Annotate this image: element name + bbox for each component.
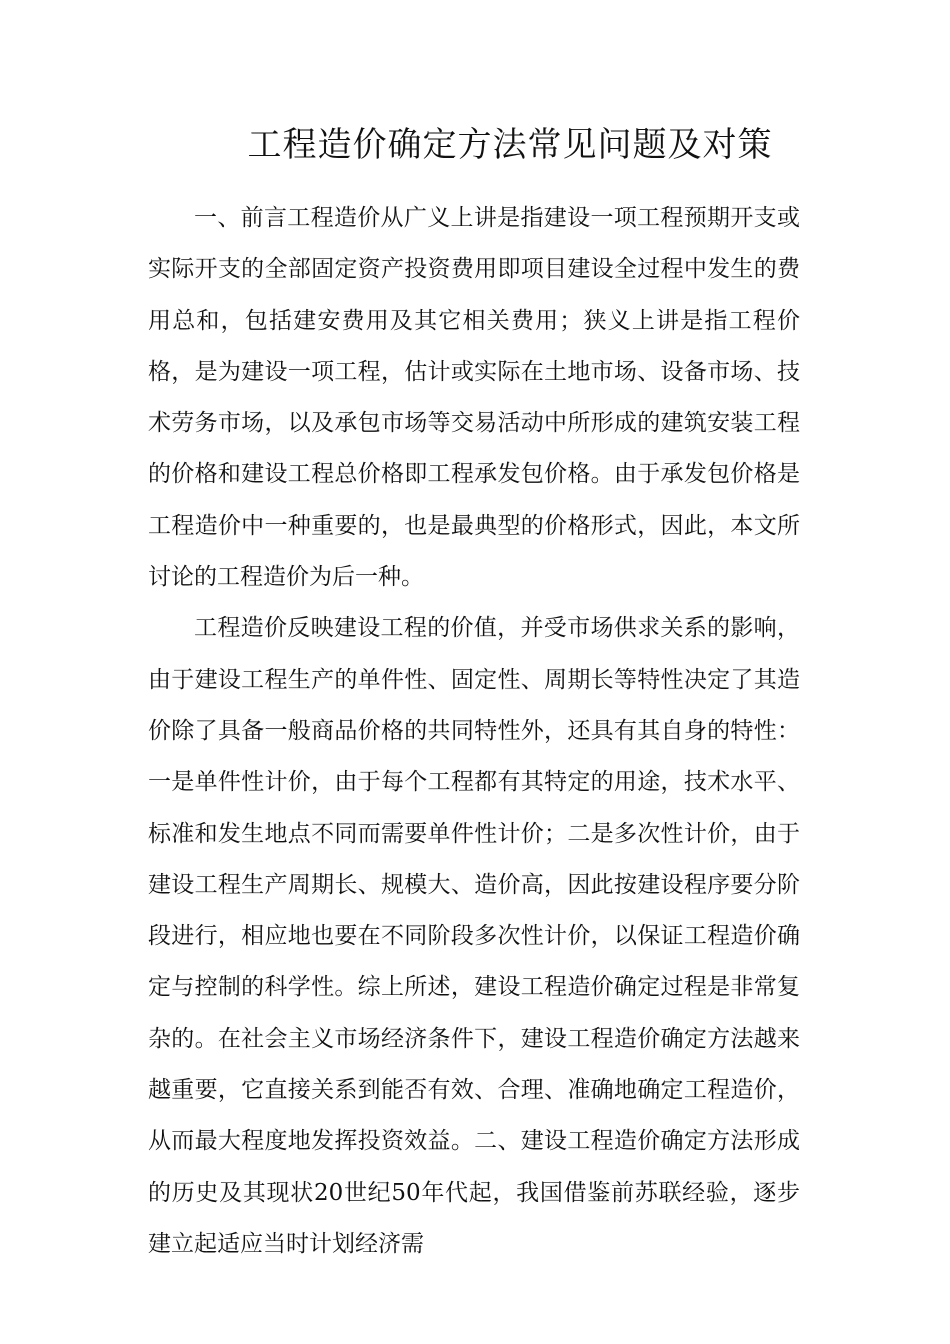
paragraph-2: 工程造价反映建设工程的价值，并受市场供求关系的影响，由于建设工程生产的单件性、固定性、周期长等特性决定了其造价除了具备一般商品价格的共同特性外，还具有其自身的特性：一是单件性计价，由于每个工程都有其特定的用途，技术水平、标准和发生地点不同而需要单件性计价；二是多次性计价，由于建设工程生产周期长、规模大、造价高，因此按建设程序要分阶段进行，相应地也要在不同阶段多次性计价，以保证工程造价确定与控制的科学性。综上所述，建设工程造价确定过程是非常复杂的。在社会主义市场经济条件下，建设工程造价确定方法越来越重要，它直接关系到能否有效、合理、准确地确定工程造价，从而最大程度地发挥投资效益。二、建设工程造价确定方法形成的历史及其现状20世纪50年代起，我国借鉴前苏联经验，逐步建立起适应当时计划经济需	[148, 615, 800, 1257]
document-body	[148, 193, 800, 1270]
paragraph-1: 一、前言工程造价从广义上讲是指建设一项工程预期开支或实际开支的全部固定资产投资费用即项目建设全过程中发生的费用总和，包括建安费用及其它相关费用；狭义上讲是指工程价格，是为建设一项工程，估计或实际在土地市场、设备市场、技术劳务市场，以及承包市场等交易活动中所形成的建筑安装工程的价格和建设工程总价格即工程承发包价格。由于承发包价格是工程造价中一种重要的，也是最典型的价格形式，因此，本文所讨论的工程造价为后一种。	[148, 205, 800, 591]
document-title: 工程造价确定方法常见问题及对策	[247, 125, 773, 165]
